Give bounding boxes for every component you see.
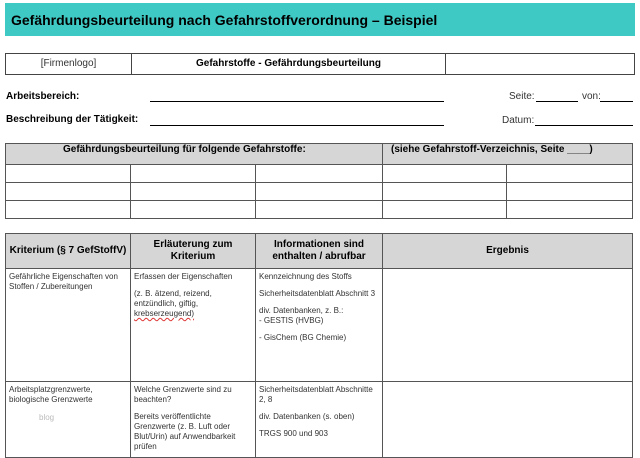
table-cell[interactable] — [256, 201, 383, 219]
col-ergebnis: Ergebnis — [383, 234, 633, 269]
seite-label: Seite: — [509, 91, 535, 102]
table-cell[interactable] — [131, 165, 256, 183]
title-banner — [5, 3, 635, 36]
col-informationen: Informationen sind enthalten / abrufbar — [256, 234, 383, 269]
von-label: von: — [582, 91, 601, 102]
beschreibung-field[interactable] — [150, 125, 444, 126]
table-cell[interactable] — [507, 183, 633, 201]
kriterium-cell: Gefährliche Eigenschaften von Stoffen / Zubereitungen — [6, 269, 131, 382]
erlaeuterung-cell: Welche Grenzwerte sind zu beachten? Bereits veröffentlichte Grenzwerte (z. B. Luft oder Blut/Urin) auf Anwendbarkeit prüfen — [131, 382, 256, 458]
table-cell[interactable] — [507, 201, 633, 219]
informationen-cell: Sicherheitsdatenblatt Abschnitte 2, 8 div. Datenbanken (s. oben) TRGS 900 und 903 — [256, 382, 383, 458]
gefahrstoffe-heading: Gefährdungsbeurteilung für folgende Gefahrstoffe: — [6, 144, 383, 165]
table-cell[interactable] — [6, 165, 131, 183]
table-row — [6, 201, 633, 219]
col-kriterium: Kriterium (§ 7 GefStoffV) — [6, 234, 131, 269]
table-cell[interactable] — [6, 201, 131, 219]
datum-label: Datum: — [502, 115, 535, 126]
table-row — [6, 382, 633, 458]
table-row — [6, 183, 633, 201]
table-cell[interactable] — [507, 165, 633, 183]
seite-field[interactable] — [536, 101, 578, 102]
table-cell[interactable] — [131, 183, 256, 201]
ergebnis-cell[interactable] — [383, 382, 633, 458]
table-cell[interactable] — [6, 183, 131, 201]
kriterien-table — [5, 233, 633, 458]
page-title: Gefährdungsbeurteilung nach Gefahrstoffverordnung – Beispiel — [11, 12, 438, 28]
kriterium-cell: Arbeitsplatzgrenzwerte, biologische Grenzwerte blog — [6, 382, 131, 458]
table-cell[interactable] — [383, 201, 507, 219]
arbeitsbereich-label: Arbeitsbereich: — [6, 91, 80, 102]
datum-field[interactable] — [535, 125, 633, 126]
beschreibung-label: Beschreibung der Tätigkeit: — [6, 114, 139, 125]
verzeichnis-reference: (siehe Gefahrstoff-Verzeichnis, Seite ____) — [383, 144, 633, 165]
logo-placeholder: [Firmenlogo] — [6, 54, 132, 74]
table-row — [6, 165, 633, 183]
informationen-cell: Kennzeichnung des Stoffs Sicherheitsdatenblatt Abschnitt 3 div. Datenbanken, z. B.: - GESTIS (HVBG) - GisChem (BG Chemie) — [256, 269, 383, 382]
table-cell[interactable] — [383, 165, 507, 183]
form-heading: Gefahrstoffe - Gefährdungsbeurteilung — [132, 54, 446, 74]
table-row — [6, 269, 633, 382]
table-cell[interactable] — [256, 165, 383, 183]
von-field[interactable] — [600, 101, 633, 102]
gefahrstoffe-table — [5, 143, 633, 219]
col-erlaeuterung: Erläuterung zum Kriterium — [131, 234, 256, 269]
watermark-text: blog — [39, 413, 55, 422]
erlaeuterung-cell: Erfassen der Eigenschaften (z. B. ätzend, reizend, entzündlich, giftig, krebserzeugend) — [131, 269, 256, 382]
table-cell[interactable] — [131, 201, 256, 219]
header-row — [5, 53, 635, 75]
ergebnis-cell[interactable] — [383, 269, 633, 382]
table-cell[interactable] — [383, 183, 507, 201]
table-cell[interactable] — [256, 183, 383, 201]
arbeitsbereich-field[interactable] — [150, 101, 444, 102]
